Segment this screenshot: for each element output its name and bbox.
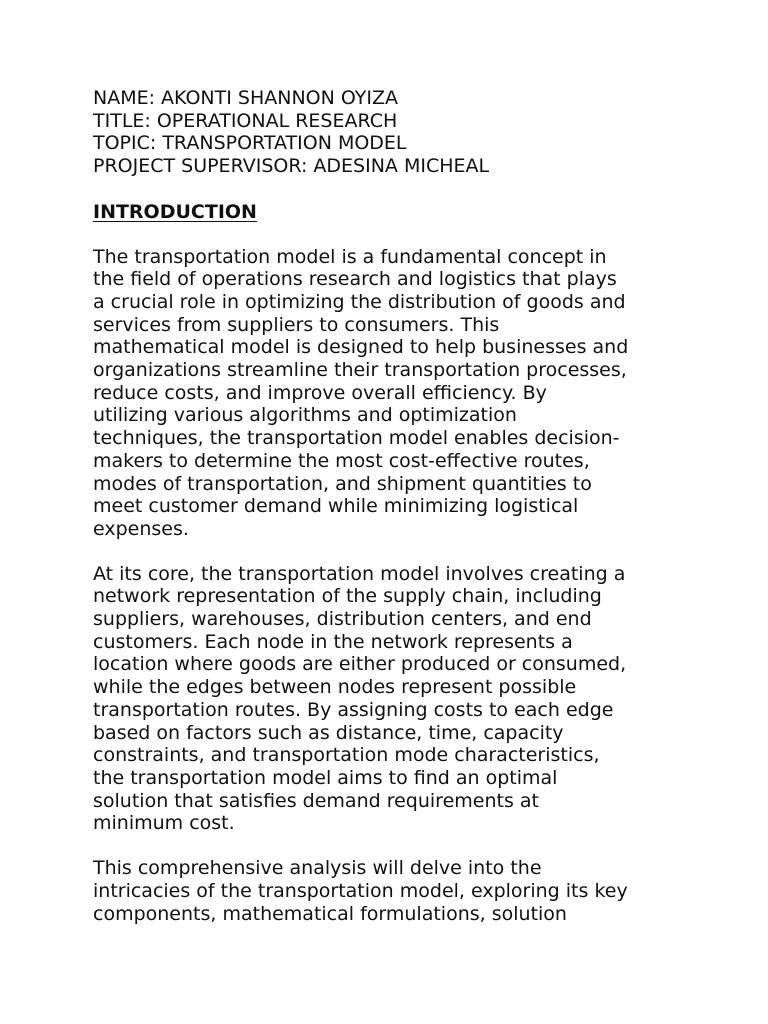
paragraph-line: suppliers, warehouses, distribution centers, and end	[93, 608, 592, 631]
document-title: TITLE: OPERATIONAL RESEARCH	[93, 109, 398, 132]
paragraph-line: The transportation model is a fundamental concept in	[93, 245, 607, 268]
paragraph-line: expenses.	[93, 517, 189, 540]
paragraph-line: techniques, the transportation model enables decision-	[93, 427, 620, 450]
paragraph-line: organizations streamline their transportation processes,	[93, 359, 627, 382]
paragraph-line: reduce costs, and improve overall efficiency. By	[93, 381, 547, 404]
paragraph-line: while the edges between nodes represent possible	[93, 676, 577, 699]
paragraph-line: network representation of the supply chain, including	[93, 585, 602, 608]
paragraph-2	[93, 563, 693, 835]
paragraph-line: constraints, and transportation mode characteristics,	[93, 744, 600, 767]
paragraph-line: solution that satisfies demand requirements at	[93, 789, 539, 812]
paragraph-line: modes of transportation, and shipment quantities to	[93, 472, 592, 495]
paragraph-line: meet customer demand while minimizing logistical	[93, 495, 579, 518]
paragraph-line: location where goods are either produced or consumed,	[93, 653, 627, 676]
document-topic: TOPIC: TRANSPORTATION MODEL	[93, 132, 407, 155]
paragraph-line: At its core, the transportation model involves creating a	[93, 562, 626, 585]
paragraph-line: the field of operations research and logistics that plays	[93, 268, 617, 291]
document-header	[93, 87, 693, 178]
paragraph-line: components, mathematical formulations, solution	[93, 902, 567, 925]
paragraph-1	[93, 246, 693, 541]
paragraph-line: services from suppliers to consumers. This	[93, 313, 500, 336]
paragraph-line: This comprehensive analysis will delve into the	[93, 857, 542, 880]
paragraph-line: minimum cost.	[93, 812, 235, 835]
paragraph-line: intricacies of the transportation model, exploring its key	[93, 879, 628, 902]
paragraph-line: utilizing various algorithms and optimization	[93, 404, 517, 427]
paragraph-3	[93, 857, 693, 925]
paragraph-line: a crucial role in optimizing the distribution of goods and	[93, 290, 626, 313]
section-heading-introduction: INTRODUCTION	[93, 200, 257, 223]
paragraph-line: mathematical model is designed to help businesses and	[93, 336, 629, 359]
paragraph-line: the transportation model aims to find an optimal	[93, 766, 558, 789]
paragraph-line: based on factors such as distance, time, capacity	[93, 721, 564, 744]
document-content	[93, 87, 693, 925]
project-supervisor: PROJECT SUPERVISOR: ADESINA MICHEAL	[93, 155, 490, 178]
paragraph-line: transportation routes. By assigning costs to each edge	[93, 698, 614, 721]
paragraph-line: customers. Each node in the network represents a	[93, 630, 573, 653]
paragraph-line: makers to determine the most cost-effective routes,	[93, 449, 590, 472]
author-name: NAME: AKONTI SHANNON OYIZA	[93, 87, 399, 109]
